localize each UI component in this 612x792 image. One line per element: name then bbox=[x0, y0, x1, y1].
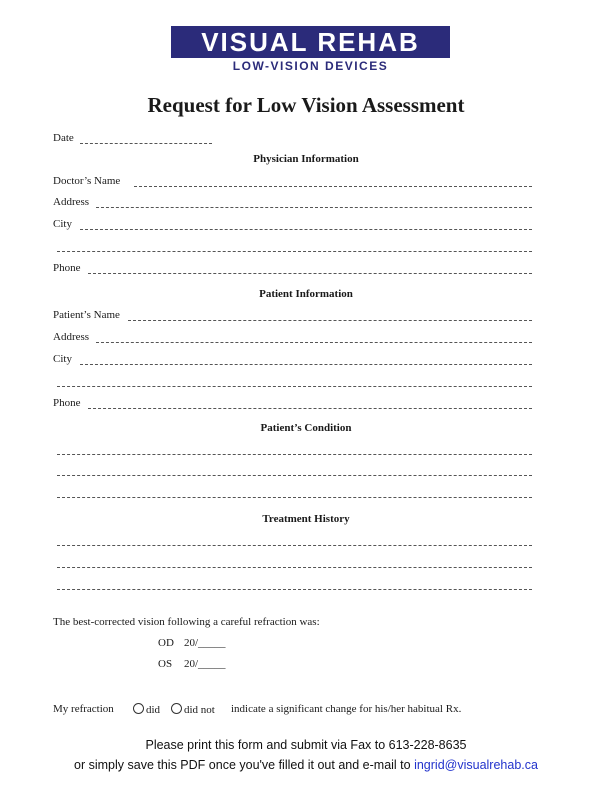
logo-tagline: LOW-VISION DEVICES bbox=[232, 59, 389, 73]
condition-line[interactable] bbox=[57, 497, 532, 498]
history-line[interactable] bbox=[57, 567, 532, 568]
email-instruction-text: or simply save this PDF once you've filled it out and e-mail to bbox=[74, 758, 411, 772]
physician-extra-line[interactable] bbox=[57, 251, 532, 252]
date-field[interactable] bbox=[80, 143, 212, 144]
physician-phone-field[interactable] bbox=[88, 273, 532, 274]
condition-line[interactable] bbox=[57, 475, 532, 476]
condition-line[interactable] bbox=[57, 454, 532, 455]
patient-address-field[interactable] bbox=[96, 342, 532, 343]
physician-address-field[interactable] bbox=[96, 207, 532, 208]
physician-section-heading: Physician Information bbox=[253, 153, 359, 165]
refraction-prefix: My refraction bbox=[53, 703, 114, 715]
physician-city-label: City bbox=[53, 218, 72, 230]
email-instruction bbox=[0, 758, 612, 772]
logo-brand-text: VISUAL REHAB bbox=[201, 26, 420, 57]
vision-statement: The best-corrected vision following a careful refraction was: bbox=[53, 616, 320, 628]
patient-city-label: City bbox=[53, 353, 72, 365]
radio-did-not[interactable] bbox=[171, 703, 215, 716]
physician-phone-label: Phone bbox=[53, 262, 81, 274]
history-line[interactable] bbox=[57, 545, 532, 546]
radio-did[interactable] bbox=[133, 703, 160, 716]
patient-section-heading: Patient Information bbox=[259, 288, 353, 300]
os-label: OS bbox=[158, 658, 173, 670]
radio-circle-icon[interactable] bbox=[133, 703, 144, 714]
patient-phone-label: Phone bbox=[53, 397, 81, 409]
patient-name-label: Patient’s Name bbox=[53, 309, 120, 321]
physician-address-label: Address bbox=[53, 196, 90, 208]
patient-address-label: Address bbox=[53, 331, 90, 343]
od-value-field[interactable]: 20/_____ bbox=[184, 637, 226, 649]
os-value-field[interactable]: 20/_____ bbox=[184, 658, 226, 670]
history-section-heading: Treatment History bbox=[262, 513, 350, 525]
patient-phone-field[interactable] bbox=[88, 408, 532, 409]
od-label: OD bbox=[158, 637, 174, 649]
radio-did-not-label: did not bbox=[184, 704, 215, 716]
condition-section-heading: Patient’s Condition bbox=[260, 422, 352, 434]
fax-instruction: Please print this form and submit via Fax to 613-228-8635 bbox=[145, 738, 467, 752]
doctor-name-label: Doctor’s Name bbox=[53, 175, 121, 187]
patient-city-field[interactable] bbox=[80, 364, 532, 365]
doctor-name-field[interactable] bbox=[134, 186, 532, 187]
radio-did-label: did bbox=[146, 704, 161, 716]
history-line[interactable] bbox=[57, 589, 532, 590]
patient-name-field[interactable] bbox=[128, 320, 532, 321]
physician-city-field[interactable] bbox=[80, 229, 532, 230]
email-link[interactable]: ingrid@visualrehab.ca bbox=[414, 758, 538, 772]
page-title: Request for Low Vision Assessment bbox=[147, 93, 465, 117]
logo bbox=[171, 26, 450, 58]
patient-extra-line[interactable] bbox=[57, 386, 532, 387]
radio-circle-icon[interactable] bbox=[171, 703, 182, 714]
date-label: Date bbox=[53, 132, 74, 144]
refraction-suffix: indicate a significant change for his/her habitual Rx. bbox=[231, 703, 462, 715]
